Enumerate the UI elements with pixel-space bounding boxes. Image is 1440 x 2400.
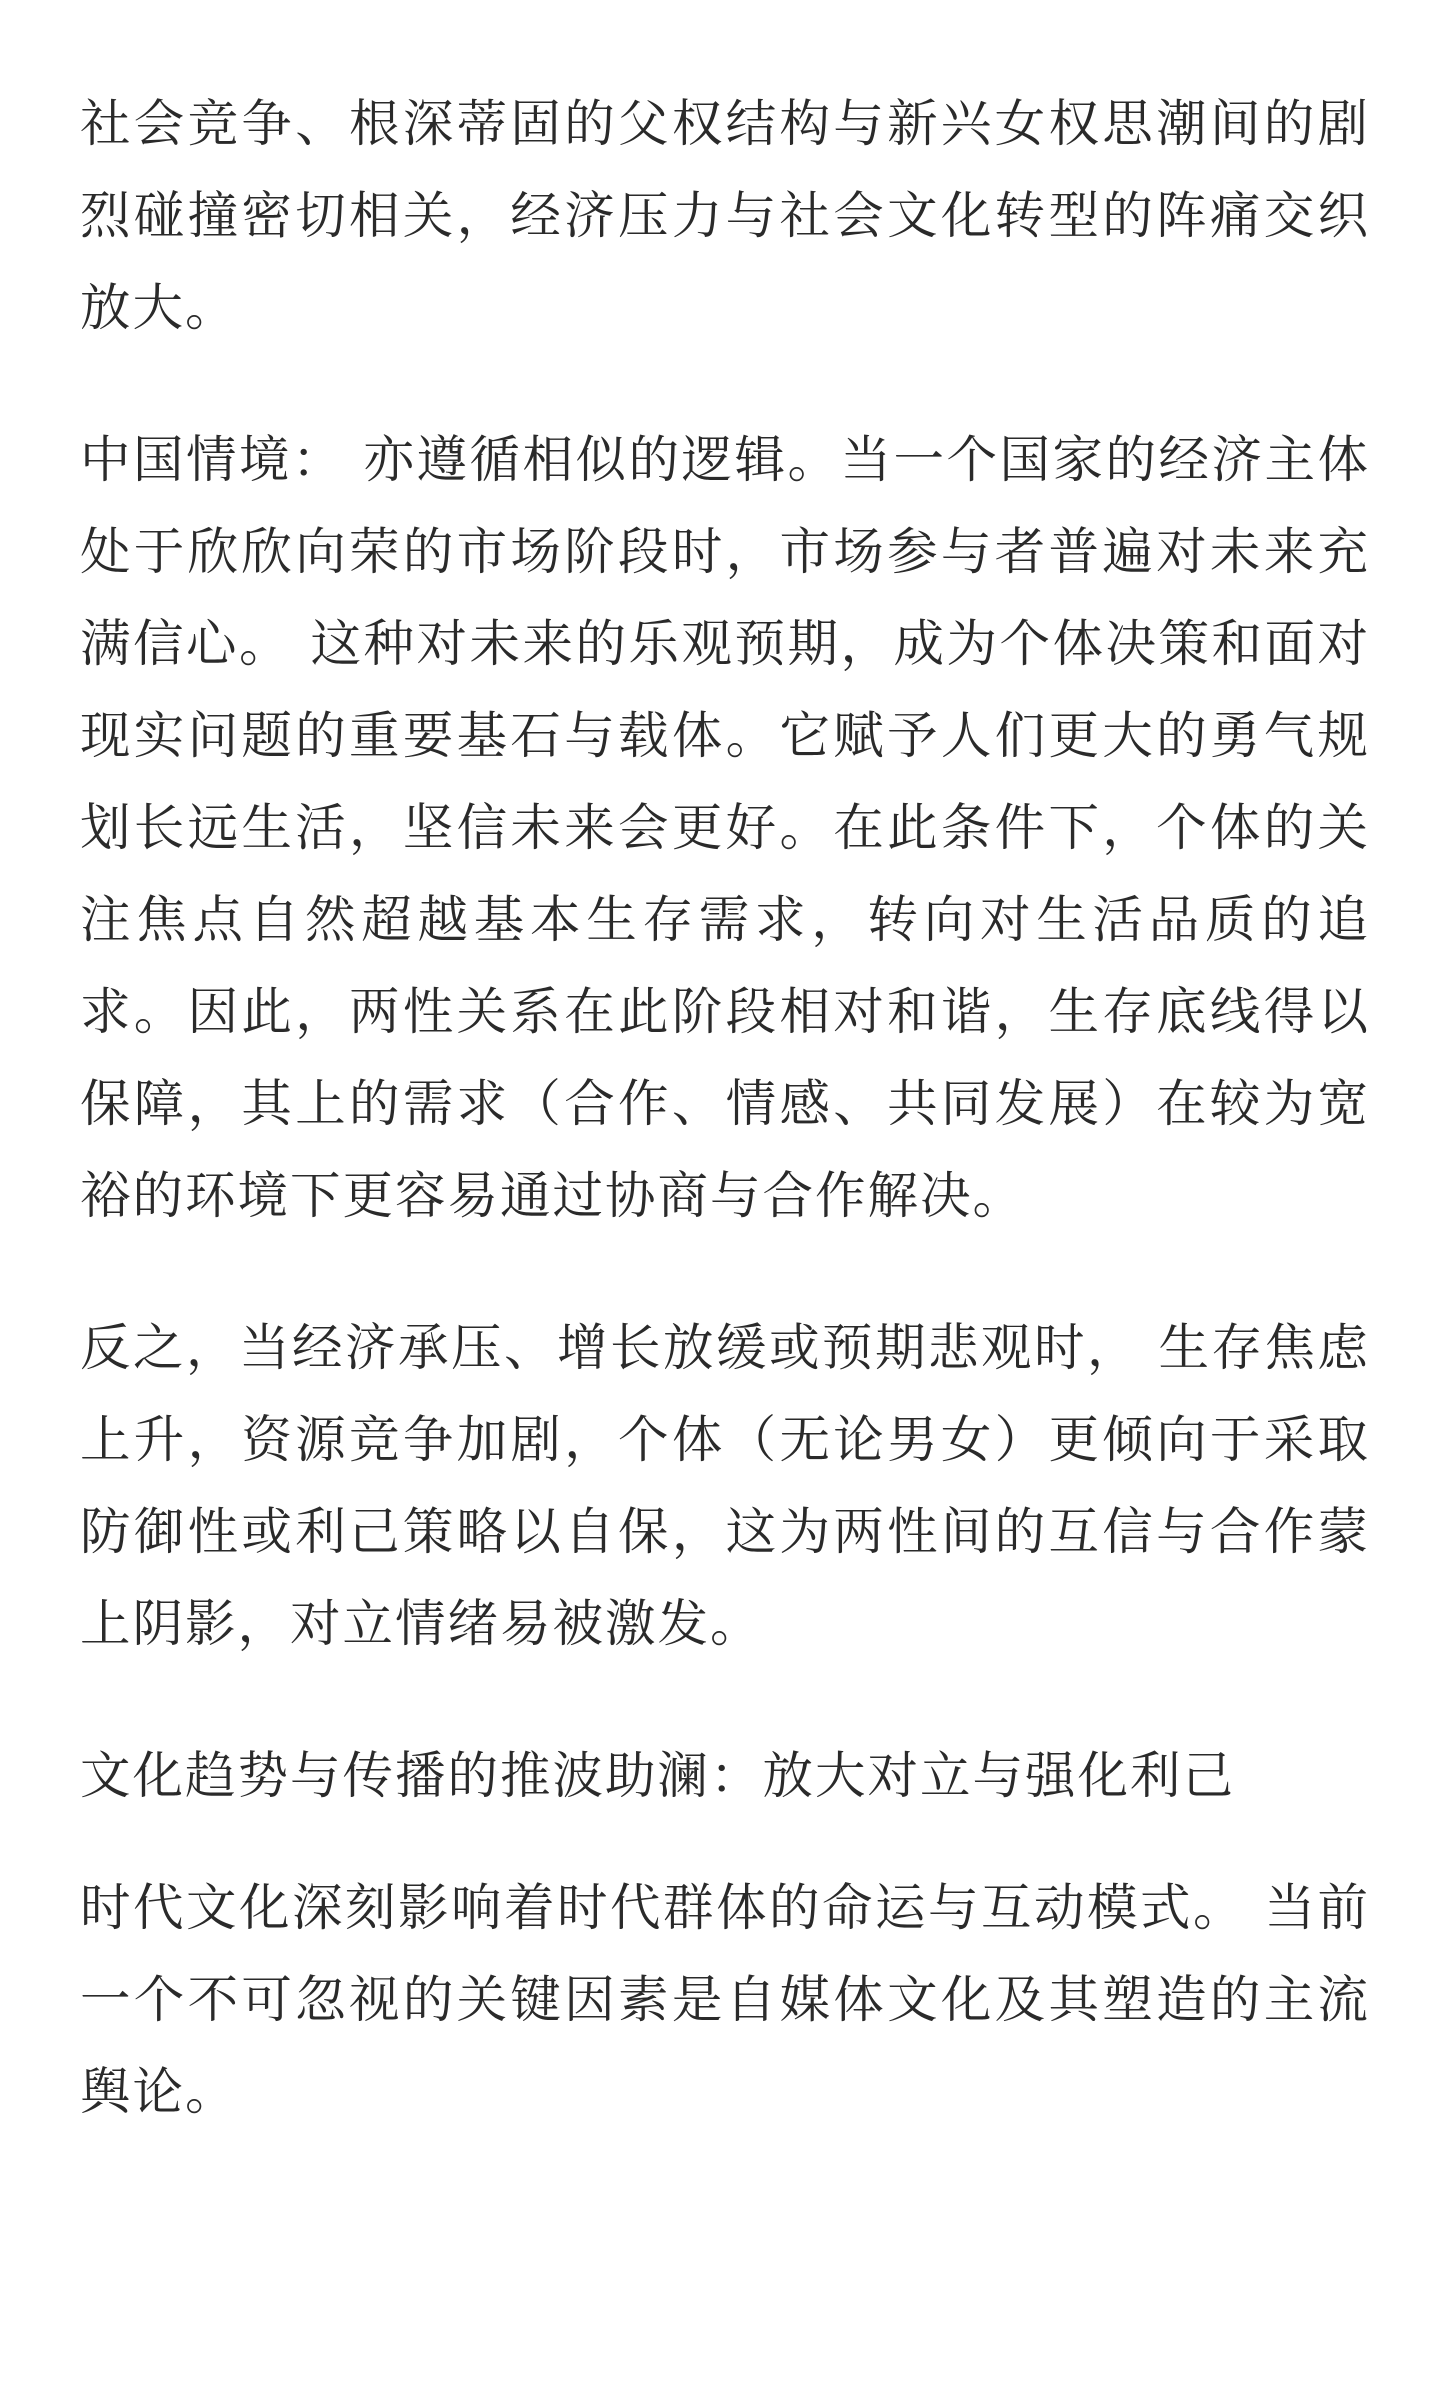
paragraph-media-culture: 时代文化深刻影响着时代群体的命运与互动模式。 当前一个不可忽视的关键因素是自媒体文化及其塑造的主流舆论。: [80, 1878, 1370, 2121]
paragraph-china-context: 中国情境： 亦遵循相似的逻辑。当一个国家的经济主体处于欣欣向荣的市场阶段时，市场参与者普遍对未来充满信心。 这种对未来的乐观预期，成为个体决策和面对现实问题的重要基石与载体。它赋予人们更大的勇气规划长远生活，坚信未来会更好。在此条件下，个体的关注焦点自然超越基本生存需求，转向对生活品质的追求。因此，两性关系在此阶段相对和谐，生存底线得以保障，其上的需求（合作、情感、共同发展）在较为宽裕的环境下更容易通过协商与合作解决。: [80, 430, 1370, 1225]
article-body: [80, 78, 1370, 2198]
paragraph-economic-pressure: 反之，当经济承压、增长放缓或预期悲观时， 生存焦虑上升，资源竞争加剧，个体（无论男女）更倾向于采取防御性或利己策略以自保，这为两性间的互信与合作蒙上阴影，对立情绪易被激发。: [80, 1318, 1370, 1653]
section-heading: 文化趋势与传播的推波助澜：放大对立与强化利己: [80, 1746, 1235, 1805]
paragraph-patriarchy-conflict: 社会竞争、根深蒂固的父权结构与新兴女权思潮间的剧烈碰撞密切相关，经济压力与社会文化转型的阵痛交织放大。: [80, 94, 1370, 337]
